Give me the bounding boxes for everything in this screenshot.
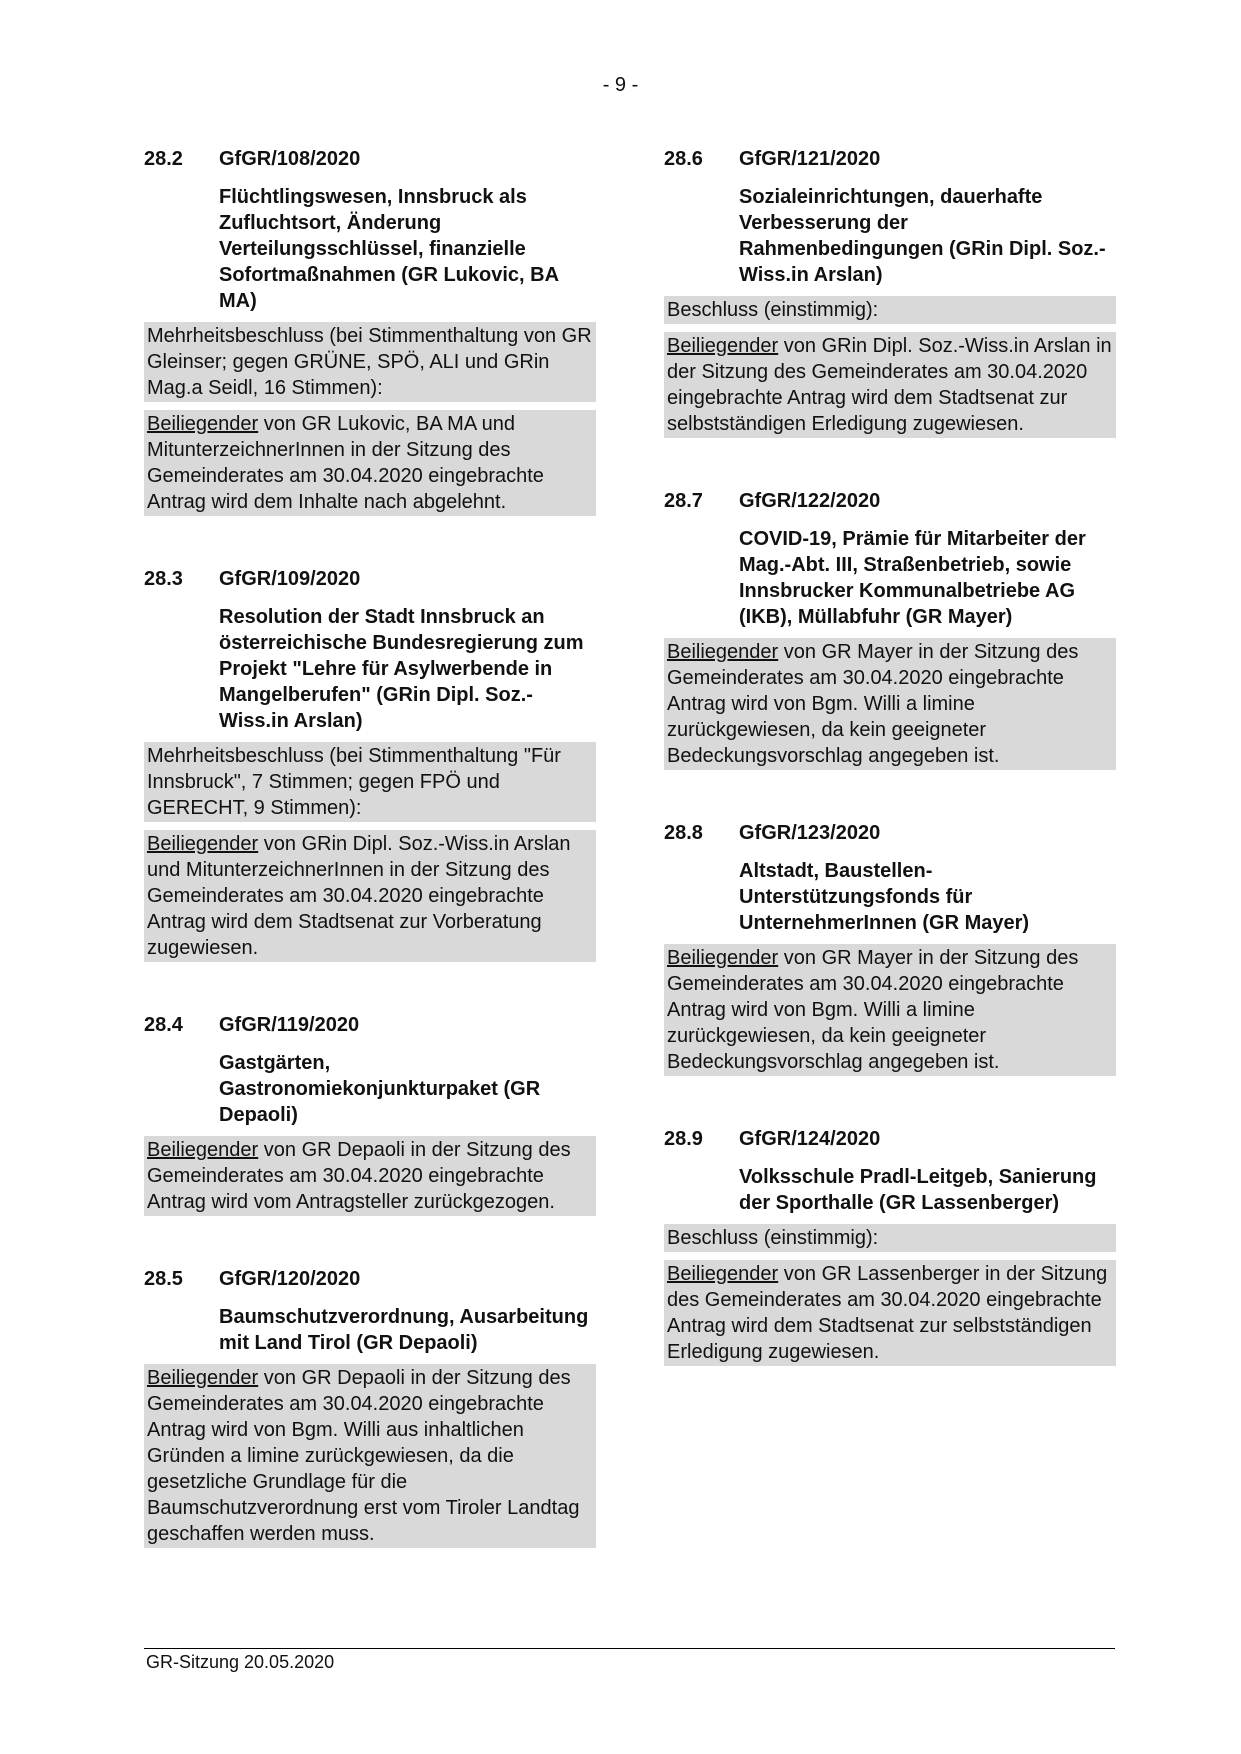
- item-title: Baumschutzverordnung, Ausarbeitung mit Land Tirol (GR Depaoli): [219, 1306, 589, 1354]
- resolution-text: Beiliegender von GR Mayer in der Sitzung des Gemeinderates am 30.04.2020 eingebrachte Antrag wird von Bgm. Willi a limine zurückgewiesen, da kein geeigneter Bedeckungsvorschlag angegeben ist.: [664, 944, 1116, 1076]
- agenda-item: [664, 820, 1116, 1076]
- item-number: 28.6: [664, 148, 703, 170]
- item-title: Sozialeinrichtungen, dauerhafte Verbesserung der Rahmenbedingungen (GRin Dipl. Soz.-Wiss.in Arslan): [739, 186, 1106, 286]
- item-title: Volksschule Pradl-Leitgeb, Sanierung der Sporthalle (GR Lassenberger): [739, 1166, 1097, 1214]
- resolution-text: Beiliegender von GR Mayer in der Sitzung des Gemeinderates am 30.04.2020 eingebrachte Antrag wird von Bgm. Willi a limine zurückgewiesen, da kein geeigneter Bedeckungsvorschlag angegeben ist.: [664, 638, 1116, 770]
- agenda-item: [664, 488, 1116, 770]
- item-title: COVID-19, Prämie für Mitarbeiter der Mag.-Abt. III, Straßenbetrieb, sowie Innsbrucker Kommunalbetriebe AG (IKB), Müllabfuhr (GR Mayer): [739, 528, 1086, 628]
- item-code: GfGR/120/2020: [219, 1268, 361, 1290]
- resolution-text: Beiliegender von GR Depaoli in der Sitzung des Gemeinderates am 30.04.2020 eingebrachte Antrag wird vom Antragsteller zurückgezogen.: [144, 1136, 596, 1216]
- item-code: GfGR/109/2020: [219, 568, 361, 590]
- decision-text: Mehrheitsbeschluss (bei Stimmenthaltung "Für Innsbruck", 7 Stimmen; gegen FPÖ und GERECHT, 9 Stimmen):: [144, 742, 596, 822]
- item-code: GfGR/123/2020: [739, 822, 881, 844]
- resolution-text: Beiliegender von GR Depaoli in der Sitzung des Gemeinderates am 30.04.2020 eingebrachte Antrag wird von Bgm. Willi aus inhaltlichen Gründen a limine zurückgewiesen, da die gesetzliche Grundlage für die Baumschutzverordnung erst vom Tiroler Landtag geschaffen werden muss.: [144, 1364, 596, 1548]
- resolution-text: Beiliegender von GRin Dipl. Soz.-Wiss.in Arslan und MitunterzeichnerInnen in der Sitzung des Gemeinderates am 30.04.2020 eingebrachte Antrag wird dem Stadtsenat zur Vorberatung zugewiesen.: [144, 830, 596, 962]
- footer-divider: [144, 1648, 1115, 1649]
- item-number: 28.3: [144, 568, 183, 590]
- page-number: - 9 -: [602, 74, 639, 96]
- decision-text: Beschluss (einstimmig):: [664, 296, 1116, 324]
- item-number: 28.9: [664, 1128, 703, 1150]
- item-code: GfGR/122/2020: [739, 490, 881, 512]
- item-number: 28.5: [144, 1268, 183, 1290]
- item-number: 28.7: [664, 490, 703, 512]
- item-code: GfGR/121/2020: [739, 148, 881, 170]
- item-number: 28.8: [664, 822, 703, 844]
- resolution-text: Beiliegender von GR Lassenberger in der Sitzung des Gemeinderates am 30.04.2020 eingebrachte Antrag wird dem Stadtsenat zur selbstständigen Erledigung zugewiesen.: [664, 1260, 1116, 1366]
- footer-text: GR-Sitzung 20.05.2020: [146, 1652, 335, 1672]
- agenda-item: [144, 1266, 596, 1548]
- agenda-item: [144, 1012, 596, 1216]
- resolution-text: Beiliegender von GRin Dipl. Soz.-Wiss.in Arslan in der Sitzung des Gemeinderates am 30.04.2020 eingebrachte Antrag wird dem Stadtsenat zur selbstständigen Erledigung zugewiesen.: [664, 332, 1116, 438]
- item-code: GfGR/124/2020: [739, 1128, 881, 1150]
- item-title: Gastgärten, Gastronomiekonjunkturpaket (GR Depaoli): [219, 1052, 541, 1126]
- right-column: [664, 146, 1116, 1416]
- item-title: Resolution der Stadt Innsbruck an österreichische Bundesregierung zum Projekt "Lehre für Asylwerbende in Mangelberufen" (GRin Dipl. Soz.-Wiss.in Arslan): [219, 606, 584, 732]
- item-number: 28.2: [144, 148, 183, 170]
- agenda-item: [144, 146, 596, 516]
- agenda-item: [664, 146, 1116, 438]
- item-number: 28.4: [144, 1014, 183, 1036]
- agenda-item: [144, 566, 596, 962]
- item-title: Flüchtlingswesen, Innsbruck als Zufluchtsort, Änderung Verteilungsschlüssel, finanzielle Sofortmaßnahmen (GR Lukovic, BA MA): [219, 186, 559, 312]
- left-column: [144, 146, 596, 1598]
- agenda-item: [664, 1126, 1116, 1366]
- item-code: GfGR/119/2020: [219, 1014, 360, 1036]
- decision-text: Mehrheitsbeschluss (bei Stimmenthaltung von GR Gleinser; gegen GRÜNE, SPÖ, ALI und GRin Mag.a Seidl, 16 Stimmen):: [144, 322, 596, 402]
- decision-text: Beschluss (einstimmig):: [664, 1224, 1116, 1252]
- resolution-text: Beiliegender von GR Lukovic, BA MA und MitunterzeichnerInnen in der Sitzung des Gemeinderates am 30.04.2020 eingebrachte Antrag wird dem Inhalte nach abgelehnt.: [144, 410, 596, 516]
- item-title: Altstadt, Baustellen-Unterstützungsfonds für UnternehmerInnen (GR Mayer): [739, 860, 1030, 934]
- item-code: GfGR/108/2020: [219, 148, 361, 170]
